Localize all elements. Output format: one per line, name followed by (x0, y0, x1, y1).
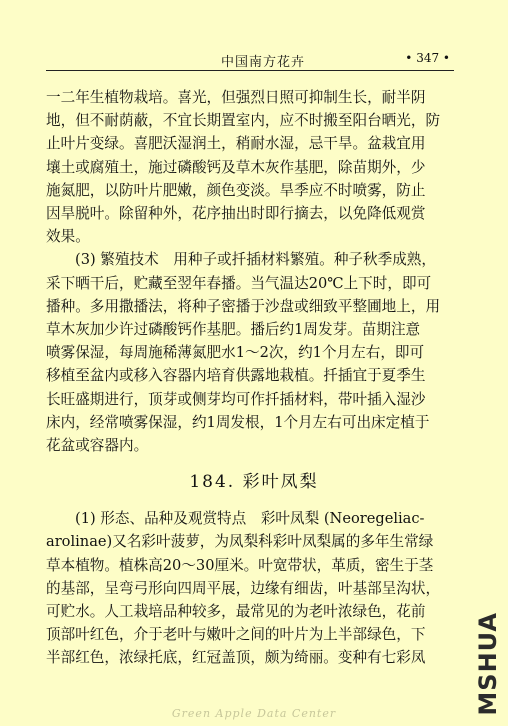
text-line: 顶部叶红色，介于老叶与嫩叶之间的叶片为上半部绿色，下 (46, 626, 426, 644)
text-line: 采下晒干后，贮藏至翌年春播。当气温达20℃上下时，即可 (46, 274, 432, 292)
text-line: 施氮肥，以防叶片肥嫩，颜色变淡。旱季应不时喷雾，防止 (46, 181, 426, 199)
text-line: 壤土或腐殖土，施过磷酸钙及草木灰作基肥，除苗期外，少 (46, 158, 426, 176)
text-line: 因旱脱叶。除留种外，花序抽出时即行摘去，以免降低观赏 (46, 205, 426, 223)
paragraphs-after (46, 507, 462, 669)
page-header (46, 50, 454, 71)
text-line: 喷雾保湿，每周施稀薄氮肥水1～2次，约1个月左右，即可 (46, 344, 425, 362)
section-heading: 184. 彩叶凤梨 (189, 472, 319, 493)
text-line: 草木灰加少许过磷酸钙作基肥。播后约1周发芽。苗期注意 (46, 321, 421, 339)
side-logo: MSHUA (474, 612, 502, 716)
text-line: 花盆或容器内。 (46, 437, 149, 455)
paragraph (46, 86, 462, 248)
text-line: arolinae)又名彩叶菠萝，为凤梨科彩叶凤梨属的多年生常绿 (46, 533, 434, 551)
text-line: 播种。多用撒播法，将种子密播于沙盘或细致平整圃地上，用 (46, 297, 441, 315)
text-line: 可贮水。人工栽培品种较多，最常见的为老叶浓绿色，花前 (46, 603, 426, 621)
paragraph (46, 248, 462, 457)
text-line: (3) 繁殖技术 用种子或扦插材料繁殖。种子秋季成熟， (75, 251, 436, 269)
text-line: 的基部，呈弯弓形向四周平展，边缘有细齿，叶基部呈沟状， (46, 579, 441, 597)
page-number: • 347 • (405, 51, 450, 65)
paragraphs-before (46, 86, 462, 457)
text-line: 地，但不耐荫蔽，不宜长期置室内，应不时搬至阳台晒光，防 (46, 112, 441, 130)
text-line: 一二年生植物栽培。喜光，但强烈日照可抑制生长，耐半阴 (46, 89, 426, 106)
text-line: 长旺盛期进行，顶芽或侧芽均可作扦插材料，带叶插入湿沙 (46, 390, 426, 408)
text-line: 半部红色，浓绿托底，红冠盖顶，颇为绮丽。变种有七彩凤 (46, 649, 426, 667)
text-line: 止叶片变绿。喜肥沃湿润土，稍耐水湿，忌干旱。盆栽宜用 (46, 135, 426, 153)
text-line: 移植至盆内或移入容器内培育供露地栽植。扦插宜于夏季生 (46, 367, 426, 385)
text-line: 草本植物。植株高20～30厘米。叶宽带状，革质，密生于茎 (46, 556, 434, 574)
text-line: 效果。 (46, 228, 90, 246)
text-line: 床内，经常喷雾保湿，约1周发根，1个月左右可出床定植于 (46, 413, 430, 431)
watermark: Green Apple Data Center (171, 707, 337, 720)
paragraph (46, 507, 462, 669)
page-body (46, 86, 462, 670)
text-line: (1) 形态、品种及观赏特点 彩叶凤梨 (Neoregeliac- (75, 510, 425, 528)
running-title: 中国南方花卉 (221, 55, 306, 70)
